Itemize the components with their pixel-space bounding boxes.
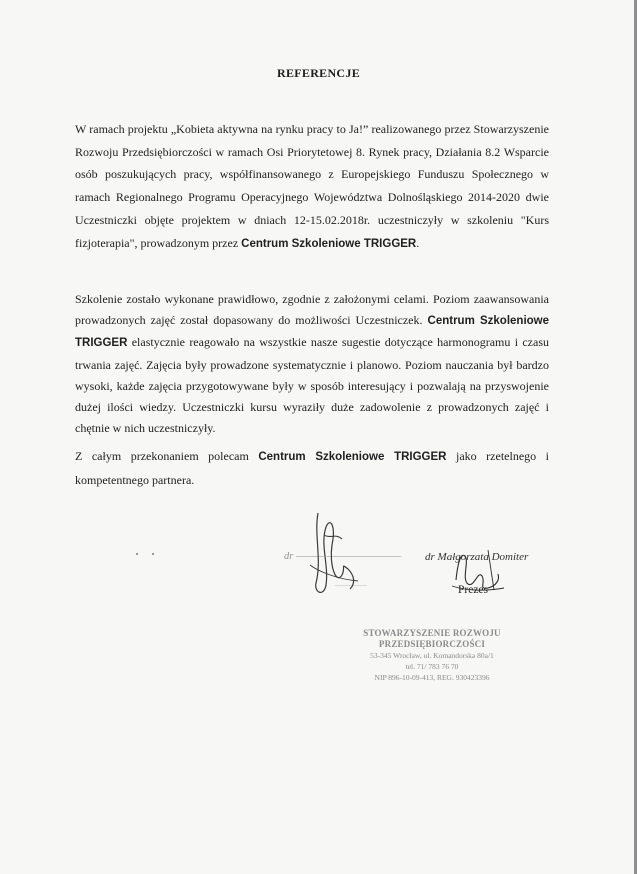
- handwritten-signature-right: [448, 540, 508, 600]
- signature-left-faded-role: ————: [335, 580, 368, 590]
- handwritten-signature-left: [296, 505, 376, 605]
- paragraph3-company: Centrum Szkoleniowe TRIGGER: [258, 451, 447, 463]
- paragraph2-company: Centrum Szkoleniowe TRIGGER: [75, 315, 550, 350]
- paragraph-recommendation: [75, 445, 549, 491]
- stamp-registration: NIP 896-10-09-413, REG. 930423396: [374, 673, 490, 682]
- paragraph2-text: Szkolenie zostało wykonane prawidłowo, zgodnie z założonymi celami. Poziom zaawansowania prowadzonych zajęć został dopasowany do możliwości Uczestniczek.: [75, 292, 549, 328]
- signature-left-faded-name: dr ——— ————————: [284, 551, 402, 562]
- paragraph3-text: Z całym przekonaniem polecam: [75, 449, 259, 463]
- paragraph1-company: Centrum Szkoleniowe TRIGGER: [241, 237, 417, 250]
- paragraph1-text: W ramach projektu „Kobieta aktywna na rynku pracy to Ja!” realizowanego przez Stowarzyszenie Rozwoju Przedsiębiorczości w ramach Osi Priorytetowej 8. Rynek pracy, Działania 8.2 Wsparcie osób poszukujących pracy, współfinansowanego z Europejskiego Funduszu Społecznego w ramach Regionalnego Programu Operacyjnego Województwa Dolnośląskiego 2014-2020 dwie Uczestniczki objęte projektem w dniach 12-15.02.2018r. uczestniczyły w szkoleniu "Kurs fizjoterapia", prowadzonym przez: [75, 122, 549, 250]
- signature-right-role: Prezes: [458, 584, 489, 596]
- scan-speck: [136, 553, 138, 555]
- paragraph1-end: .: [416, 235, 420, 250]
- signature-right-name: dr Małgorzata Domiter: [425, 551, 529, 563]
- stamp-address: 53-345 Wrocław, ul. Komandorska 80a/1: [370, 651, 494, 660]
- paragraph2-end: elastycznie reagowało na wszystkie nasze sugestie dotyczące harmonogramu i czasu trwania zajęć. Zajęcia były prowadzone systematycznie i planowo. Poziom nauczania był bardzo wysoki, każde zajęcia przygotowywane były w sposób interesujący i pozwalają na przyswojenie dużej ilości wiedzy. Uczestniczki kursu wyraziły duże zadowolenie z prowadzonych zajęć i chętnie w nich uczestniczyły.: [75, 335, 549, 436]
- document-title: REFERENCJE: [276, 66, 360, 80]
- stamp-line-2: PRZEDSIĘBIORCZOŚCI: [378, 639, 486, 649]
- organization-stamp: [352, 628, 512, 683]
- paragraph-evaluation: [75, 289, 549, 439]
- scan-speck: [152, 553, 154, 555]
- stamp-line-1: STOWARZYSZENIE ROZWOJU: [363, 628, 501, 638]
- stamp-phone: tel. 71/ 783 76 70: [405, 662, 459, 671]
- paragraph-project-info: [75, 118, 549, 255]
- paragraph3-end: jako rzetelnego i kompetentnego partnera.: [75, 449, 550, 487]
